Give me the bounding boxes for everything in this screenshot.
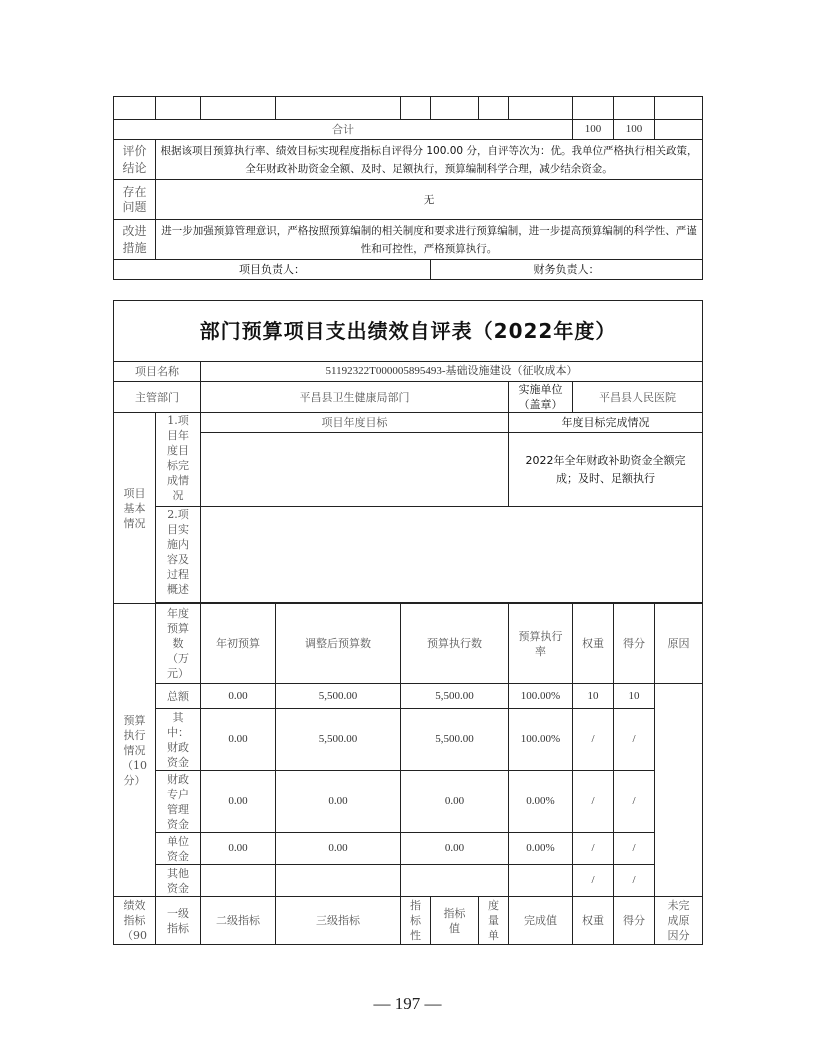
issues-row <box>114 180 703 220</box>
budget-weight: 10 <box>573 684 614 709</box>
completion-col-header: 年度目标完成情况 <box>509 413 703 433</box>
total-label: 合计 <box>114 120 573 140</box>
perf-header-actual: 完成值 <box>509 897 573 945</box>
budget-adjusted: 5,500.00 <box>276 709 401 771</box>
budget-header-adjusted: 调整后预算数 <box>276 604 401 684</box>
budget-row <box>114 709 703 771</box>
budget-executed: 0.00 <box>401 771 509 833</box>
perf-header-level2: 二级指标 <box>201 897 276 945</box>
implementation-row <box>114 507 703 603</box>
budget-rate: 0.00% <box>509 833 573 865</box>
budget-row-name: 其中：财政资金 <box>156 709 201 771</box>
budget-header-initial: 年初预算 <box>201 604 276 684</box>
impl-unit-label: 实施单位（盖章） <box>509 382 573 413</box>
budget-weight: / <box>573 709 614 771</box>
budget-initial: 0.00 <box>201 684 276 709</box>
goal-section-label: 1.项目年度目标完成情况 <box>156 413 201 507</box>
page-number: — 197 — <box>373 994 442 1013</box>
conclusion-row <box>114 140 703 180</box>
budget-score: 10 <box>614 684 655 709</box>
budget-rate: 100.00% <box>509 684 573 709</box>
budget-row-name: 总额 <box>156 684 201 709</box>
perf-section-label: 绩效指标（90 <box>114 897 156 945</box>
project-name-value: 51192322T000005895493-基础设施建设（征收成本） <box>201 362 703 382</box>
goal-text <box>201 433 509 507</box>
budget-row-name: 其他资金 <box>156 865 201 897</box>
budget-executed: 5,500.00 <box>401 709 509 771</box>
total-score: 100 <box>614 120 655 140</box>
budget-score: / <box>614 833 655 865</box>
project-lead-label: 项目负责人： <box>114 260 431 280</box>
dept-value: 平昌县卫生健康局部门 <box>201 382 509 413</box>
budget-executed <box>401 865 509 897</box>
budget-weight: / <box>573 865 614 897</box>
project-name-label: 项目名称 <box>114 362 201 382</box>
perf-header-score: 得分 <box>614 897 655 945</box>
evaluation-summary-table <box>113 96 703 280</box>
budget-initial <box>201 865 276 897</box>
budget-row <box>114 865 703 897</box>
budget-header-reason: 原因 <box>655 604 703 684</box>
budget-initial: 0.00 <box>201 771 276 833</box>
budget-score: / <box>614 771 655 833</box>
form-title: 部门预算项目支出绩效自评表（2022年度） <box>114 301 703 362</box>
budget-header-rate: 预算执行率 <box>509 604 573 684</box>
perf-header-nature: 指标性 <box>401 897 431 945</box>
budget-header-score: 得分 <box>614 604 655 684</box>
finance-lead-label: 财务负责人： <box>431 260 703 280</box>
issues-label: 存在问题 <box>114 180 156 220</box>
empty-indicator-row <box>114 97 703 120</box>
budget-score: / <box>614 865 655 897</box>
project-name-row <box>114 362 703 382</box>
improve-label: 改进措施 <box>114 220 156 260</box>
improve-text: 进一步加强预算管理意识，严格按照预算编制的相关制度和要求进行预算编制，进一步提高预算编制的科学性、严谨性和可控性，严格预算执行。 <box>156 220 703 260</box>
impl-text <box>201 507 703 603</box>
budget-row <box>114 771 703 833</box>
goal-header-row <box>114 413 703 433</box>
total-weight: 100 <box>573 120 614 140</box>
budget-row-name: 财政专户管理资金 <box>156 771 201 833</box>
basic-info-label: 项目基本情况 <box>114 413 156 604</box>
budget-rate <box>509 865 573 897</box>
perf-header-level1: 一级指标 <box>156 897 201 945</box>
completion-text: 2022年全年财政补助资金全额完成；及时、足额执行 <box>509 433 703 507</box>
budget-header-amount: 年度预算数（万元） <box>156 604 201 684</box>
budget-section-label: 预算执行情况（10分） <box>114 604 156 897</box>
perf-header-reason: 未完成原因分 <box>655 897 703 945</box>
budget-executed: 5,500.00 <box>401 684 509 709</box>
budget-executed: 0.00 <box>401 833 509 865</box>
dept-label: 主管部门 <box>114 382 201 413</box>
budget-adjusted <box>276 865 401 897</box>
budget-weight: / <box>573 771 614 833</box>
title-row <box>114 301 703 362</box>
issues-text: 无 <box>156 180 703 220</box>
budget-adjusted: 0.00 <box>276 771 401 833</box>
budget-initial: 0.00 <box>201 833 276 865</box>
budget-header-weight: 权重 <box>573 604 614 684</box>
budget-header-row <box>114 604 703 684</box>
budget-rate: 0.00% <box>509 771 573 833</box>
goal-col-header: 项目年度目标 <box>201 413 509 433</box>
conclusion-label: 评价结论 <box>114 140 156 180</box>
perf-header-level3: 三级指标 <box>276 897 401 945</box>
budget-reason-cell <box>655 684 703 897</box>
improve-row <box>114 220 703 260</box>
budget-row-name: 单位资金 <box>156 833 201 865</box>
budget-adjusted: 0.00 <box>276 833 401 865</box>
budget-initial: 0.00 <box>201 709 276 771</box>
perf-header-target-value: 指标值 <box>431 897 479 945</box>
goal-content-row <box>114 433 703 507</box>
budget-weight: / <box>573 833 614 865</box>
budget-header-executed: 预算执行数 <box>401 604 509 684</box>
department-row <box>114 382 703 413</box>
impl-section-label: 2.项目实施内容及过程概述 <box>156 507 201 603</box>
budget-row <box>114 684 703 709</box>
budget-score: / <box>614 709 655 771</box>
budget-rate: 100.00% <box>509 709 573 771</box>
perf-header-weight: 权重 <box>573 897 614 945</box>
conclusion-text: 根据该项目预算执行率、绩效目标实现程度指标自评得分 100.00 分，自评等次为：优。我单位严格执行相关政策，全年财政补助资金全额、及时、足额执行，预算编制科学合理，减少结余资金。 <box>156 140 703 180</box>
perf-header-row <box>114 897 703 945</box>
budget-adjusted: 5,500.00 <box>276 684 401 709</box>
budget-row <box>114 833 703 865</box>
perf-header-unit: 度量单 <box>479 897 509 945</box>
signature-row <box>114 260 703 280</box>
impl-unit-value: 平昌县人民医院 <box>573 382 703 413</box>
total-row <box>114 120 703 140</box>
performance-self-evaluation-form <box>113 300 703 945</box>
